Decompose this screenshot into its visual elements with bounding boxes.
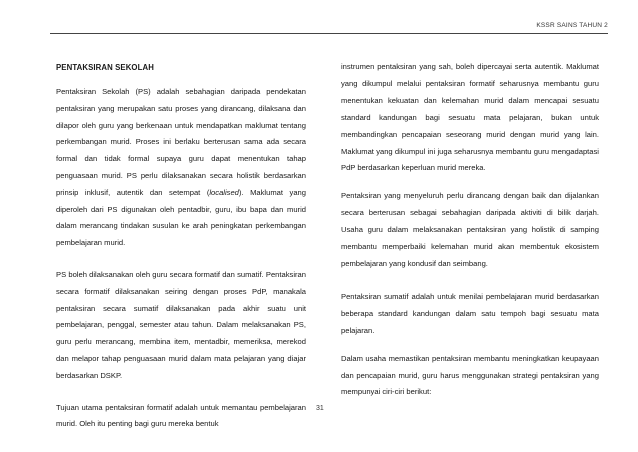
paragraph-formative-summative: PS boleh dilaksanakan oleh guru secara formatif dan sumatif. Pentaksiran secara formatif dilaksanakan seiring dengan proses PdP, manakala pentaksiran secara sumatif dilaksanakan pada akhir suatu unit pembelajaran, penggal, semester atau tahun. Dalam melaksanakan PS, guru perlu merancang, membina item, mentadbir, memeriksa, merekod dan melapor tahap penguasaan murid dalam mata pelajaran yang diajar berdasarkan DSKP. bbox=[56, 269, 306, 380]
paragraph-summative: Pentaksiran sumatif adalah untuk menilai pembelajaran murid berdasarkan beberapa standard kandungan dalam satu tempoh bagi sesuatu mata pelajaran. bbox=[341, 291, 599, 335]
section-title: PENTAKSIRAN SEKOLAH bbox=[56, 63, 154, 72]
header-divider bbox=[50, 33, 608, 34]
right-column bbox=[341, 59, 599, 417]
paragraph-instrument: instrumen pentaksiran yang sah, boleh dipercayai serta autentik. Maklumat yang dikumpul melalui pentaksiran formatif seharusnya membantu guru menentukan kekuatan dan kelemahan murid dalam mencapai sesuatu standard kandungan bagi sesuatu mata pelajaran, bukan untuk membandingkan pencapaian seseorang murid dengan murid yang lain. Maklumat yang dikumpul ini juga seharusnya membantu guru mengadaptasi PdP berdasarkan keperluan murid mereka. bbox=[341, 62, 599, 173]
page-header bbox=[0, 6, 616, 40]
page-number: 31 bbox=[316, 405, 324, 412]
paragraph-holistic: Pentaksiran yang menyeluruh perlu dirancang dengan baik dan dijalankan secara berterusan sebagai sebahagian daripada aktiviti di bilik darjah. Usaha guru dalam melaksanakan pentaksiran yang holistik di samping membantu memperbaiki kelemahan murid akan membentuk ekosistem pembelajaran yang kondusif dan seimbang. bbox=[341, 191, 599, 268]
paragraph-formative-purpose: Tujuan utama pentaksiran formatif adalah untuk memantau pembelajaran murid. Oleh itu penting bagi guru mereka bentuk bbox=[56, 402, 306, 429]
paragraph-intro: Pentaksiran Sekolah (PS) adalah sebahagian daripada pendekatan pentaksiran yang merupakan satu proses yang dirancang, dilaksana dan dilapor oleh guru yang berkenaan untuk mendapatkan maklumat tentang perkembangan murid. Proses ini berlaku berterusan sama ada secara formal dan tidak formal supaya guru dapat menentukan tahap penguasaan murid. PS perlu dilaksanakan secara holistik berdasarkan prinsip inklusif, autentik dan setempat (localised). Maklumat yang diperoleh dari PS digunakan oleh pentadbir, guru, ibu bapa dan murid dalam merancang tindakan susulan ke arah peningkatan perkembangan pembelajaran murid. bbox=[56, 87, 306, 248]
paragraph-strategy: Dalam usaha memastikan pentaksiran membantu meningkatkan keupayaan dan pencapaian murid, guru harus menggunakan strategi pentaksiran yang mempunyai ciri-ciri berikut: bbox=[341, 353, 599, 397]
left-column bbox=[56, 62, 306, 433]
running-title: KSSR SAINS TAHUN 2 bbox=[536, 22, 608, 29]
